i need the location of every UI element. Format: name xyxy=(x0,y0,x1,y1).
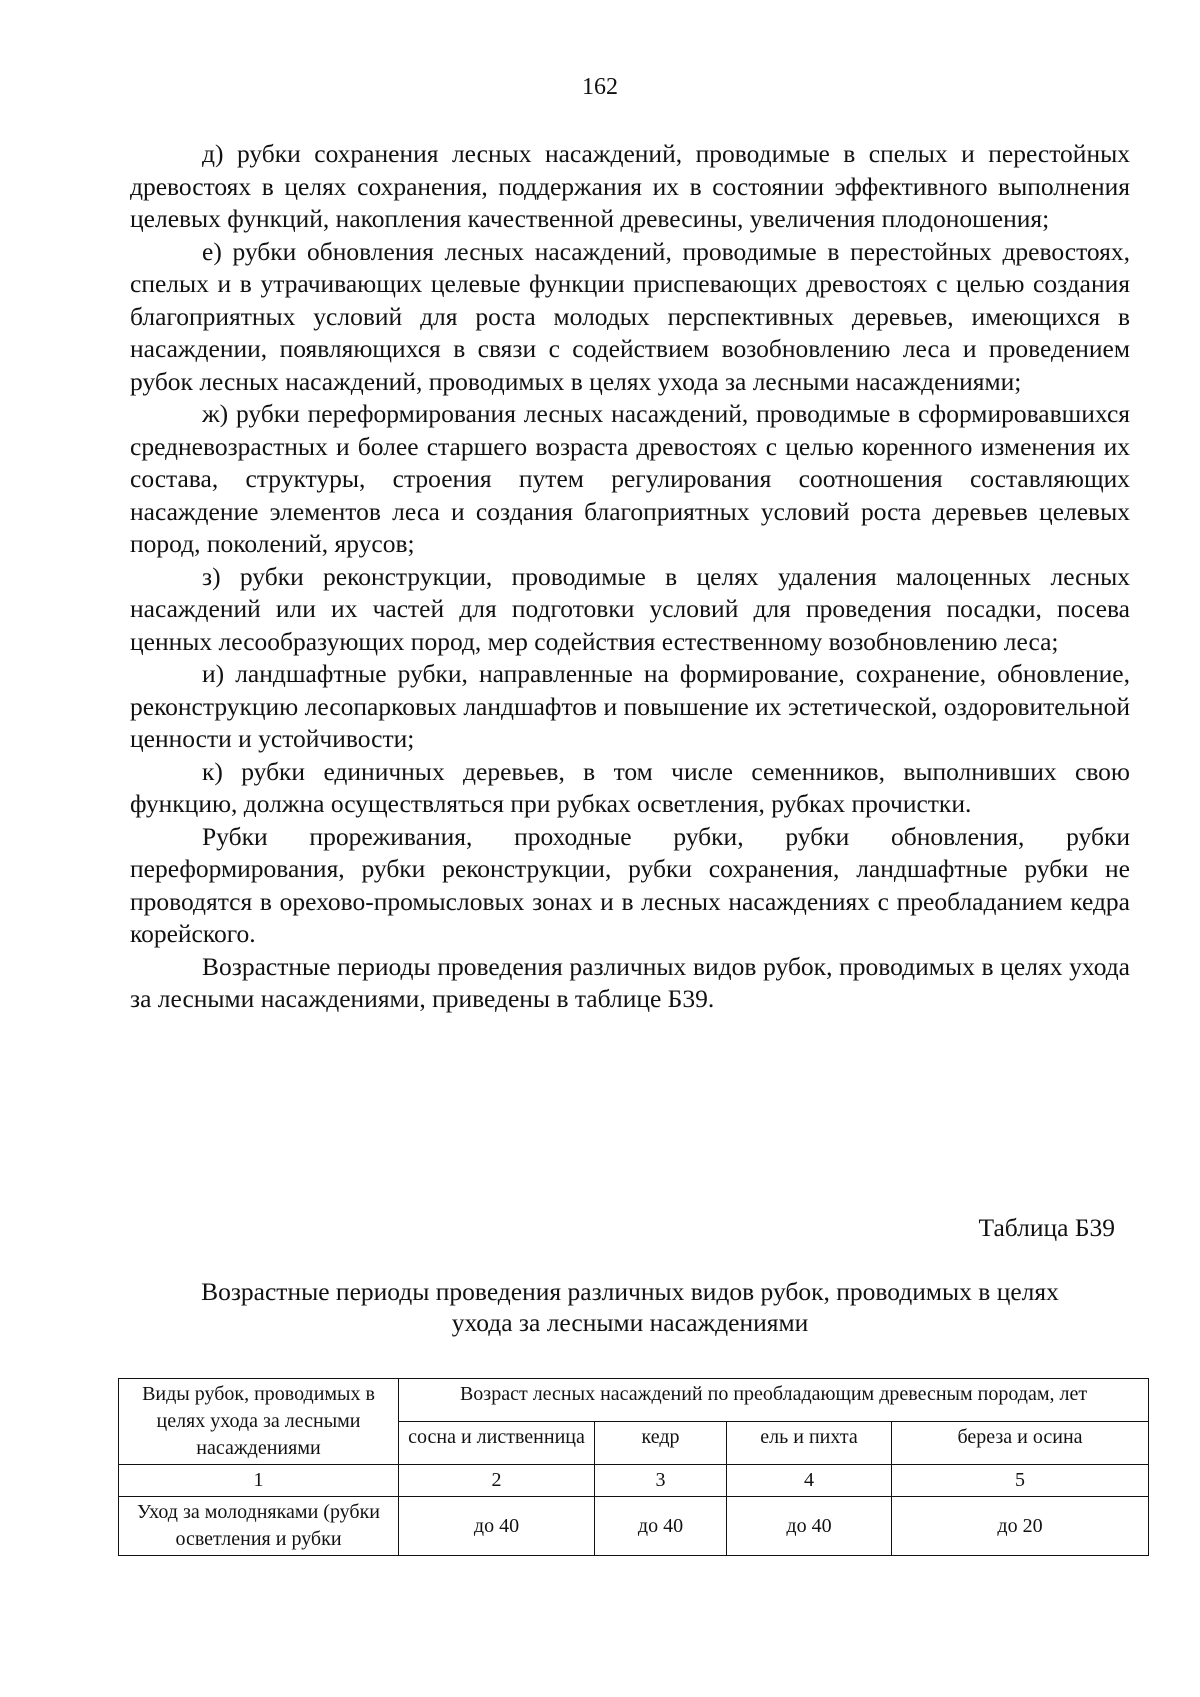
body-text xyxy=(130,138,1130,1016)
header-cutting-type: Виды рубок, проводимых в целях ухода за лесными насаждениями xyxy=(119,1379,399,1465)
table-title-line: Возрастные периоды проведения различных видов рубок, проводимых в целях xyxy=(201,1277,1059,1306)
paragraph: к) рубки единичных деревьев, в том числе семенников, выполнивших свою функцию, должна осуществляться при рубках осветления, рубках прочистки. xyxy=(130,756,1130,818)
cutting-type-cell: Уход за молодняками (рубки осветления и рубки xyxy=(119,1497,399,1556)
age-value-cell: до 20 xyxy=(892,1497,1149,1556)
paragraph: з) рубки реконструкции, проводимые в целях удаления малоценных лесных насаждений или их частей для подготовки условий для проведения посадки, посева ценных лесообразующих пород, мер содействия естественному возобновлению леса; xyxy=(130,561,1130,656)
table-title-line: ухода за лесными насаждениями xyxy=(451,1308,809,1337)
header-age-group: Возраст лесных насаждений по преобладающим древесным породам, лет xyxy=(399,1379,1149,1422)
paragraph: и) ландшафтные рубки, направленные на формирование, сохранение, обновление, реконструкцию лесопарковых ландшафтов и повышение их эстетической, оздоровительной ценности и устойчивости; xyxy=(130,659,1130,753)
header-species: сосна и лиственница xyxy=(399,1422,595,1465)
header-species: береза и осина xyxy=(892,1422,1149,1465)
column-number: 2 xyxy=(399,1465,595,1497)
table-number-row xyxy=(119,1465,1149,1497)
column-number: 3 xyxy=(595,1465,727,1497)
table-row xyxy=(119,1497,1149,1556)
header-species: кедр xyxy=(595,1422,727,1465)
paragraph: е) рубки обновления лесных насаждений, проводимые в перестойных древостоях, спелых и в утрачивающих целевые функции приспевающих древостоях с целью создания благоприятных условий для роста молодых перспективных деревьев, имеющихся в насаждении, появляющихся в связи с содействием возобновлению леса и проведением рубок лесных насаждений, проводимых в целях ухода за лесными насаждениями; xyxy=(130,236,1130,396)
header-species: ель и пихта xyxy=(727,1422,892,1465)
age-periods-table xyxy=(118,1378,1149,1556)
page-number: 162 xyxy=(582,74,618,100)
column-number: 5 xyxy=(892,1465,1149,1497)
column-number: 1 xyxy=(119,1465,399,1497)
paragraph: д) рубки сохранения лесных насаждений, проводимые в спелых и перестойных древостоях в целях сохранения, поддержания их в состоянии эффективного выполнения целевых функций, накопления качественной древесины, увеличения плодоношения; xyxy=(130,139,1130,233)
age-value-cell: до 40 xyxy=(595,1497,727,1556)
column-number: 4 xyxy=(727,1465,892,1497)
table-header-row xyxy=(119,1379,1149,1422)
table-title xyxy=(130,1276,1130,1338)
paragraph: ж) рубки переформирования лесных насаждений, проводимые в сформировавшихся средневозрастных и более старшего возраста древостоях с целью коренного изменения их состава, структуры, строения путем регулирования соотношения составляющих насаждение элементов леса и создания благоприятных условий роста деревьев целевых пород, поколений, ярусов; xyxy=(130,399,1130,558)
paragraph: Возрастные периоды проведения различных видов рубок, проводимых в целях ухода за лесными насаждениями, приведены в таблице Б39. xyxy=(130,951,1130,1013)
age-value-cell: до 40 xyxy=(399,1497,595,1556)
age-value-cell: до 40 xyxy=(727,1497,892,1556)
table-label: Таблица Б39 xyxy=(978,1213,1115,1242)
paragraph: Рубки прореживания, проходные рубки, рубки обновления, рубки переформирования, рубки реконструкции, рубки сохранения, ландшафтные рубки не проводятся в орехово-промысловых зонах и в лесных насаждениях с преобладанием кедра корейского. xyxy=(130,821,1130,948)
